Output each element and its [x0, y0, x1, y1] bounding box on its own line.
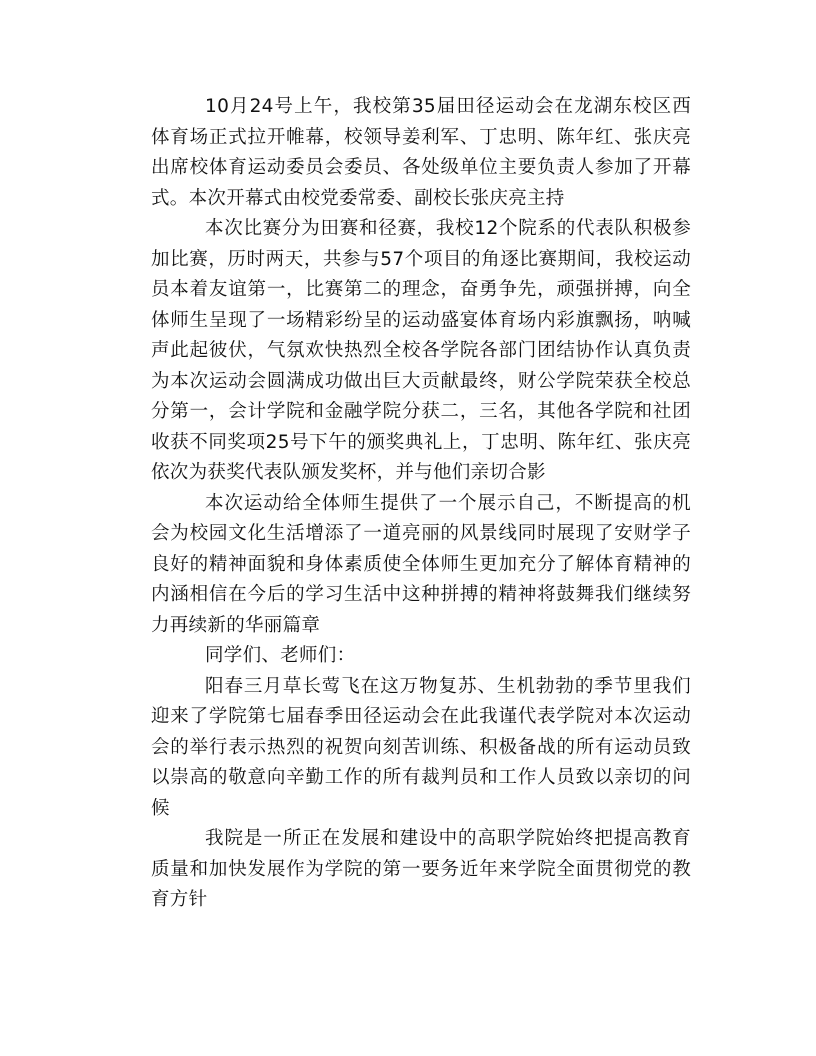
paragraph-college-intro: 我院是一所正在发展和建设中的高职学院始终把提高教育质量和加快发展作为学院的第一要务近年来学院全面贯彻党的教育方针: [151, 828, 691, 910]
document-body: [151, 92, 691, 916]
paragraph-salutation: 同学们、老师们：: [205, 645, 356, 666]
paragraph-opening-ceremony: 10月24号上午，我校第35届田径运动会在龙湖东校区西体育场正式拉开帷幕，校领导姜利军、丁忠明、陈年红、张庆亮出席校体育运动委员会委员、各处级单位主要负责人参加了开幕式。本次开幕式由校党委常委、副校长张庆亮主持: [151, 96, 691, 209]
paragraph-significance: 本次运动给全体师生提供了一个展示自己，不断提高的机会为校园文化生活增添了一道亮丽的风景线同时展现了安财学子良好的精神面貌和身体素质使全体师生更加充分了解体育精神的内涵相信在今后的学习生活中这种拼搏的精神将鼓舞我们继续努力再续新的华丽篇章: [151, 492, 691, 636]
paragraph-greeting: 阳春三月草长莺飞在这万物复苏、生机勃勃的季节里我们迎来了学院第七届春季田径运动会在此我谨代表学院对本次运动会的举行表示热烈的祝贺向刻苦训练、积极备战的所有运动员致以崇高的敬意向辛勤工作的所有裁判员和工作人员致以亲切的问候: [151, 675, 691, 819]
paragraph-competition: 本次比赛分为田赛和径赛，我校12个院系的代表队积极参加比赛，历时两天，共参与57个项目的角逐比赛期间，我校运动员本着友谊第一，比赛第二的理念，奋勇争先，顽强拼搏，向全体师生呈现了一场精彩纷呈的运动盛宴体育场内彩旗飘扬，呐喊声此起彼伏，气氛欢快热烈全校各学院各部门团结协作认真负责为本次运动会圆满成功做出巨大贡献最终，财公学院荣获全校总分第一，会计学院和金融学院分获二，三名，其他各学院和社团收获不同奖项25号下午的颁奖典礼上，丁忠明、陈年红、张庆亮依次为获奖代表队颁发奖杯，并与他们亲切合影: [151, 218, 691, 483]
